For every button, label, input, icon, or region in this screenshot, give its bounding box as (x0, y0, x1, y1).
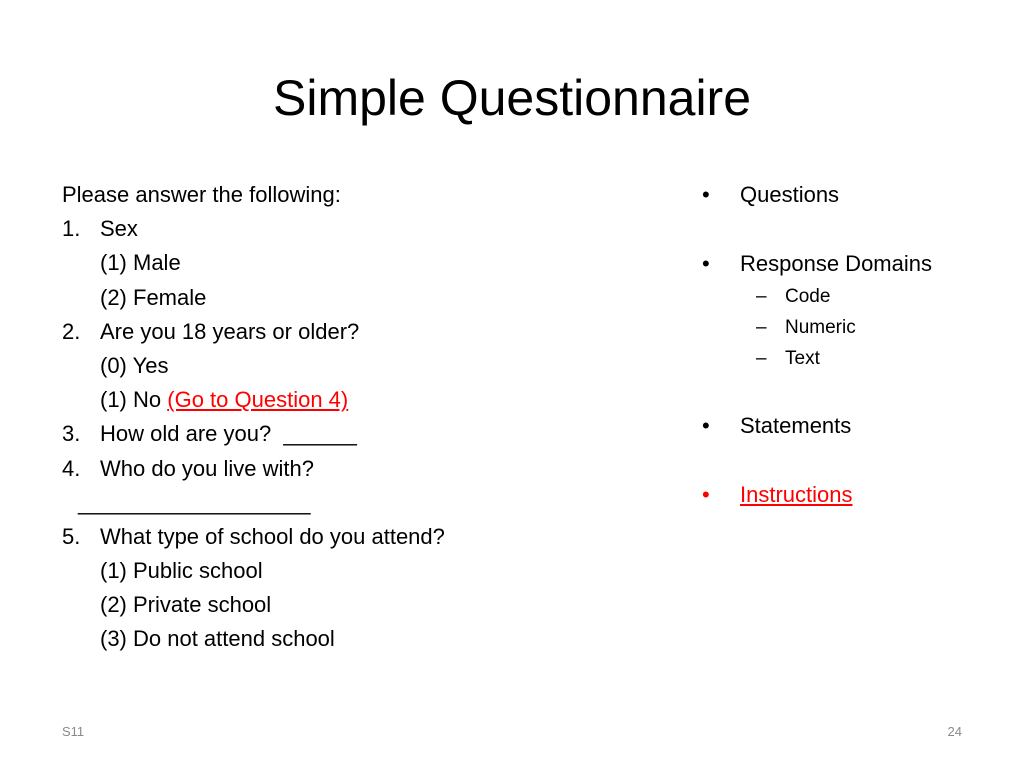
question-5-option-2: (2) Private school (100, 592, 272, 618)
bullet-item-questions (700, 178, 1010, 212)
question-4 (62, 452, 622, 486)
bullet-item-response-domains (700, 247, 1010, 281)
slide-page-number: 24 (947, 724, 962, 739)
question-2-option-2 (62, 383, 622, 417)
spacer (700, 212, 1010, 247)
bullet-label: Response Domains (740, 251, 932, 276)
questionnaire-intro: Please answer the following: (62, 182, 341, 207)
dash-icon: – (756, 348, 767, 369)
question-number: 1. (62, 216, 81, 242)
bullet-item-instructions[interactable] (700, 478, 1010, 512)
slide-title: Simple Questionnaire (272, 70, 752, 126)
slide-footer-code: S11 (62, 724, 85, 739)
dash-icon: – (756, 317, 767, 338)
dash-icon: – (756, 286, 767, 307)
bullet-icon: • (702, 251, 710, 276)
questionnaire (62, 178, 622, 657)
question-5-option-1: (1) Public school (100, 558, 263, 584)
question-1 (62, 212, 622, 246)
sub-bullet-label: Numeric (785, 317, 856, 338)
question-5 (62, 520, 622, 554)
bullet-icon: • (702, 482, 710, 507)
bullet-label: Statements (740, 413, 852, 438)
sub-bullet-numeric (700, 312, 1010, 343)
bullet-list (700, 178, 1010, 512)
sub-bullet-label: Code (785, 286, 831, 307)
sub-bullet-code (700, 281, 1010, 312)
question-2-option-1: (0) Yes (100, 352, 169, 378)
spacer (700, 443, 1010, 478)
option-text: (1) No (100, 387, 168, 413)
question-text: Are you 18 years or older? (100, 318, 360, 344)
bullet-icon: • (702, 413, 710, 438)
question-text: Who do you live with? (100, 455, 314, 481)
question-1-option-1: (1) Male (100, 250, 181, 276)
bullet-label: Questions (740, 182, 840, 207)
bullet-label-link[interactable]: Instructions (740, 482, 853, 507)
spacer (700, 374, 1010, 409)
question-number: 3. (62, 421, 81, 447)
question-text: Sex (100, 216, 138, 242)
bullet-icon: • (702, 182, 710, 207)
question-2 (62, 315, 622, 349)
question-number: 5. (62, 523, 81, 549)
skip-instruction-link[interactable]: (Go to Question 4) (167, 387, 349, 413)
question-4-answer-blank: ___________________ (78, 489, 311, 515)
question-text: How old are you? ______ (100, 421, 357, 447)
question-number: 2. (62, 318, 81, 344)
sub-bullet-text (700, 343, 1010, 374)
question-number: 4. (62, 455, 81, 481)
question-1-option-2: (2) Female (100, 284, 207, 310)
question-text: What type of school do you attend? (100, 523, 445, 549)
sub-bullet-label: Text (785, 348, 820, 369)
bullet-item-statements (700, 409, 1010, 443)
question-5-option-3: (3) Do not attend school (100, 626, 335, 652)
question-3 (62, 417, 622, 451)
